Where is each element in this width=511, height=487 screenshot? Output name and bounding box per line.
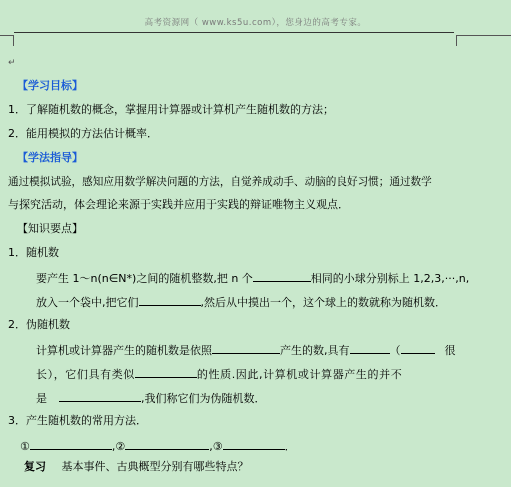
section-1-text-b: 相同的小球分别标上 1,2,3,···,n, bbox=[310, 272, 470, 285]
objective-item-2: 2．能用模拟的方法估计概率． bbox=[8, 127, 158, 140]
crop-mark-left bbox=[0, 35, 13, 36]
section-2-line-3 bbox=[36, 390, 266, 406]
section-1-text-a: 要产生 1～n(n∈N*)之间的随机整数,把 n 个 bbox=[36, 272, 253, 285]
guidance-heading: 【学法指导】 bbox=[17, 151, 83, 164]
section-1-line-1 bbox=[36, 270, 469, 286]
review-label: 复习 bbox=[24, 460, 46, 473]
section-2-line-2 bbox=[36, 366, 402, 382]
objective-item-1: 1．了解随机数的概念，掌握用计算器或计算机产生随机数的方法； bbox=[8, 103, 334, 116]
blank-2 bbox=[139, 294, 201, 306]
header-rule bbox=[14, 32, 454, 33]
objectives-heading: 【学习目标】 bbox=[17, 79, 83, 92]
section-1-title: 1．随机数 bbox=[8, 246, 59, 259]
blank-4 bbox=[350, 342, 390, 354]
section-2-text-d: 很 bbox=[444, 344, 456, 357]
blank-7 bbox=[59, 390, 141, 402]
section-2-text-b: 产生的数,具有 bbox=[280, 344, 350, 357]
crop-mark-left-vertical bbox=[13, 35, 14, 46]
blank-3 bbox=[212, 342, 280, 354]
knowledge-heading: 【知识要点】 bbox=[17, 222, 83, 235]
section-2-text-g: 是 bbox=[36, 392, 47, 405]
section-3-end: ． bbox=[284, 440, 296, 453]
blank-1 bbox=[253, 270, 311, 282]
section-2-text-e: 长），它们具有类似 bbox=[36, 368, 135, 381]
method-1-label: ① bbox=[20, 440, 30, 453]
blank-5 bbox=[401, 342, 435, 354]
section-3-title: 3．产生随机数的常用方法． bbox=[8, 414, 147, 427]
guidance-line-1: 通过模拟试验，感知应用数学解决问题的方法，自觉养成动手、动脑的良好习惯；通过数学 bbox=[8, 176, 432, 188]
section-1-text-c: 放入一个袋中,把它们 bbox=[36, 296, 139, 309]
section-2-text-h: ,我们称它们为伪随机数． bbox=[141, 392, 266, 405]
section-3-line bbox=[20, 438, 296, 454]
section-2-text-f: 的性质.因此,计算机或计算器产生的并不 bbox=[196, 368, 403, 381]
section-2-text-a: 计算机或计算器产生的随机数是依照 bbox=[36, 344, 212, 357]
page-header: 高考资源网（ www.ks5u.com），您身边的高考专家。 bbox=[144, 18, 367, 28]
review-question: 基本事件、古典概型分别有哪些特点？ bbox=[61, 460, 249, 473]
section-2-title: 2．伪随机数 bbox=[8, 318, 70, 331]
crop-mark-right-vertical bbox=[456, 35, 457, 46]
paragraph-mark-icon: ↵ bbox=[8, 58, 16, 68]
guidance-line-2: 与探究活动，体会理论来源于实践并应用于实践的辩证唯物主义观点． bbox=[8, 198, 349, 211]
section-1-line-2 bbox=[36, 294, 446, 310]
crop-mark-right bbox=[456, 35, 511, 36]
method-3-label: ,③ bbox=[209, 440, 223, 453]
blank-8 bbox=[30, 438, 112, 450]
section-2-line-1 bbox=[36, 342, 456, 358]
method-2-label: ,② bbox=[111, 440, 126, 453]
review-line bbox=[24, 460, 249, 474]
blank-10 bbox=[223, 438, 285, 450]
blank-6 bbox=[135, 366, 197, 378]
section-1-text-d: ,然后从中摸出一个，这个球上的数就称为随机数． bbox=[200, 296, 446, 309]
blank-9 bbox=[125, 438, 209, 450]
section-2-text-c: （ bbox=[389, 344, 401, 357]
